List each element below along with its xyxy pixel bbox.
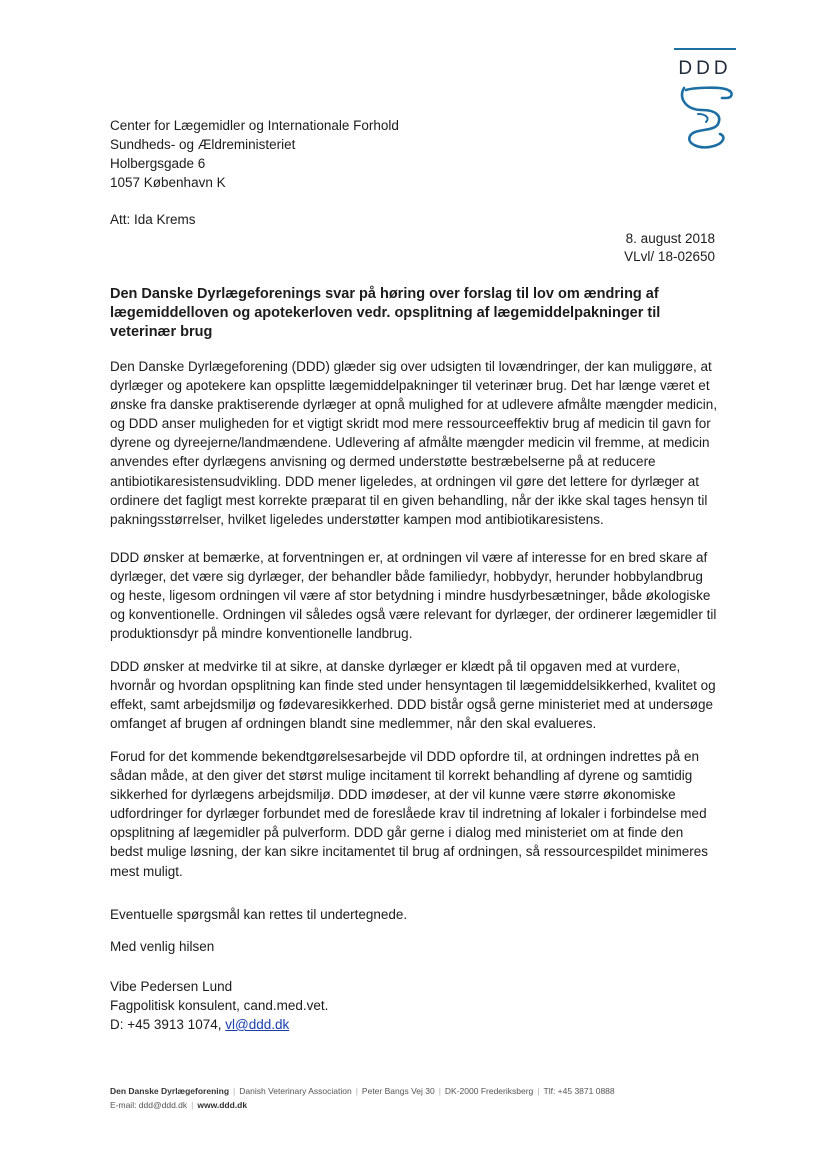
footer-address: Peter Bangs Vej 30 [361, 1086, 435, 1096]
body-paragraph: Den Danske Dyrlægeforening (DDD) glæder sig over udsigten til lovændringer, der kan muliggøre, at dyrlæger og apotekere kan opsplitte lægemiddelpakninger til veterinær brug. Det har længe været et ønske fra danske praktiserende dyrlæger at opnå mulighed for at udlevere afmålte mængder medicin, og DDD anser muligheden for et vigtigt skridt mod mere ressourceeffektiv brug af medicin til gavn for dyrene og dyreejerne/landmændene. Udlevering af afmålte mængder medicin vil fremme, at medicin anvendes efter dyrlægens anvisning og dermed understøtte bestræbelserne på at reducere antibiotikaresistensudvikling. DDD mener ligeledes, at ordningen vil gøre det lettere for dyrlæger at ordinere det fagligt mest korrekte præparat til en given behandling, når der ikke skal tages hensyn til pakningsstørrelser, hvilket ligeledes understøtter kampen mod antibiotikaresistens. [110, 359, 718, 527]
logo-text: DDD [678, 58, 732, 79]
recipient-line: Center for Lægemidler og Internationale Forhold [110, 118, 399, 133]
logo-rule [674, 48, 736, 50]
reference-number: VLvl/ 18-02650 [624, 249, 715, 264]
recipient-line: 1057 København K [110, 175, 226, 190]
snake-staff-icon [672, 84, 738, 156]
footer-separator: | [438, 1086, 441, 1096]
signer-role: Fagpolitisk konsulent, cand.med.vet. [110, 998, 329, 1013]
body-paragraph: DDD ønsker at bemærke, at forventningen er, at ordningen vil være af interesse for en bred skare af dyrlæger, det være sig dyrlæger, der behandler både familiedyr, hobbydyr, herunder hobbylandbrug og heste, ligesom ordningen vil være af stor betydning i mindre husdyrbesætninger, både økologiske og konventionelle. Ordningen vil således også være relevant for dyrlæger, der ordinerer lægemidler til produktionsdyr på mindre konventionelle landbrug. [110, 550, 717, 642]
recipient-line: Sundheds- og Ældreministeriet [110, 137, 296, 152]
signature-block [110, 977, 328, 1034]
recipient-line: Holbergsgade 6 [110, 156, 206, 171]
closing-salutation: Med venlig hilsen [110, 939, 215, 954]
body-paragraph: DDD ønsker at medvirke til at sikre, at danske dyrlæger er klædt på til opgaven med at vurdere, hvornår og hvordan opsplitning kan finde sted under hensyntagen til lægemiddelsikkerhed, kvalitet og effekt, samt arbejdsmiljø og fødevaresikkerhed. DDD bistår også gerne ministeriet med at undersøge omfanget af brugen af ordningen blandt sine medlemmer, når den skal evalueres. [110, 659, 716, 732]
ddd-logo [672, 48, 738, 158]
footer-separator: | [191, 1100, 194, 1110]
footer-separator: | [355, 1086, 358, 1096]
footer-separator: | [233, 1086, 236, 1096]
signer-phone: D: +45 3913 1074, [110, 1017, 222, 1032]
footer-line-2 [110, 1098, 615, 1112]
body-paragraph: Eventuelle spørgsmål kan rettes til undertegnede. [110, 907, 408, 922]
footer-email: E-mail: ddd@ddd.dk [110, 1100, 188, 1110]
body-paragraph: Forud for det kommende bekendtgørelsesarbejde vil DDD opfordre til, at ordningen indrettes på en sådan måde, at den giver det størst mulige incitament til korrekt behandling af dyrene og samtidig sikkerhed for dyrlægens arbejdsmiljø. DDD imødeser, at der vil kunne være større økonomiske udfordringer for dyrlæger forbundet med de foreslåede krav til indretning af lokaler i forbindelse med opsplitning af lægemidler på pulverform. DDD går gerne i dialog med ministeriet om at finde den bedst mulige løsning, der kan sikre incitamentet til brug af ordningen, så ressourcespildet minimeres mest muligt. [110, 749, 709, 879]
footer-web[interactable]: www.ddd.dk [197, 1100, 248, 1110]
letter-date: 8. august 2018 [625, 231, 715, 246]
signer-contact [110, 1015, 328, 1034]
footer-line-1 [110, 1084, 615, 1098]
date-block [624, 230, 715, 266]
recipient-address [110, 116, 399, 192]
footer-org: Den Danske Dyrlægeforening [110, 1086, 230, 1096]
attention-line: Att: Ida Krems [110, 212, 196, 227]
footer-separator: | [537, 1086, 540, 1096]
letter-title: Den Danske Dyrlægeforenings svar på høring over forslag til lov om ændring af lægemiddelloven og apotekerloven vedr. opsplitning af lægemiddelpakninger til veterinær brug [110, 286, 661, 340]
letter-footer [110, 1084, 615, 1112]
footer-tel: Tlf: +45 3871 0888 [543, 1086, 615, 1096]
signer-name: Vibe Pedersen Lund [110, 979, 233, 994]
footer-city: DK-2000 Frederiksberg [444, 1086, 534, 1096]
signer-email-link[interactable]: vl@ddd.dk [225, 1017, 290, 1032]
footer-assoc: Danish Veterinary Association [239, 1086, 352, 1096]
